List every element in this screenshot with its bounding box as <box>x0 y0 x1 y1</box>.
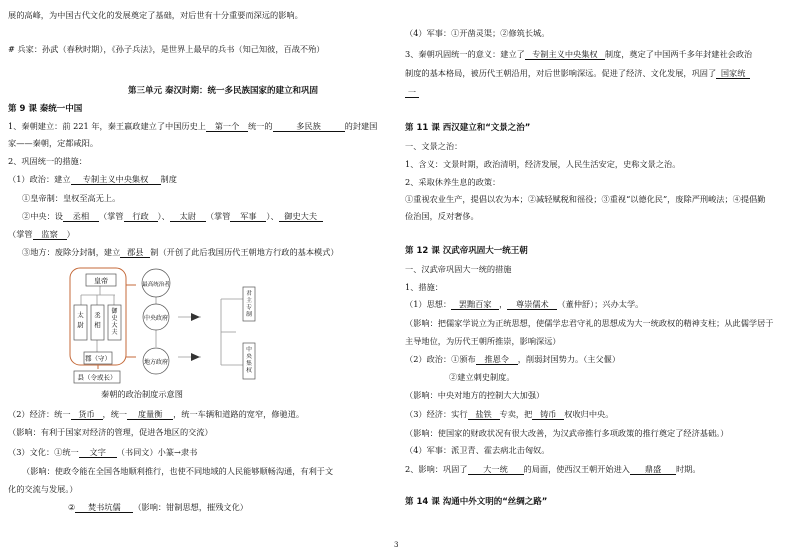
text-line: （影响：把儒家学说立为正统思想，使儒学忠君守礼的思想成为大一统政权的精神支柱；从此儒学居于 <box>405 318 774 328</box>
fill-blank: 尊崇儒术 <box>507 300 557 310</box>
text-line: （4）军事：①开凿灵渠；②修筑长城。 <box>405 28 550 38</box>
fill-blank: 军事 <box>230 212 266 222</box>
diagram-centralization: 中央集权 <box>246 347 252 374</box>
diagram-caption: 秦朝的政治制度示意图 <box>101 389 183 399</box>
text-line: 主导地位，为历代王朝所推崇，影响深远） <box>405 336 561 346</box>
diagram-taiwei: 太尉 <box>77 311 84 329</box>
text-line <box>405 88 419 98</box>
text-line: 2、影响：巩固了 大一统 的局面，使西汉王朝开始进入 鼎盛 时期。 <box>405 464 701 474</box>
text-line: （影响：中央对地方的控制大大加强） <box>405 390 545 400</box>
text-line: （掌管 监察 ） <box>8 229 75 239</box>
text-line: 俭治国，反对奢侈。 <box>405 211 479 221</box>
qin-political-system-diagram <box>66 265 276 387</box>
fill-blank: 太尉 <box>170 212 206 222</box>
text-line: ①皇帝制：皇权至高无上。 <box>22 193 121 203</box>
diagram-prefecture: 郡（守） <box>85 354 111 363</box>
text-line: 1、含义：文景时期，政治清明，经济发展，人民生活安定，史称文景之治。 <box>405 159 681 169</box>
text-line: 一、文景之治： <box>405 141 463 151</box>
text-line: （影响：有利于国家对经济的管理，促进各地区的交流） <box>8 427 213 437</box>
fill-blank: 铸币 <box>532 410 564 420</box>
text-line: 1、措施： <box>405 282 443 292</box>
diagram-yushi: 御史大夫 <box>111 308 118 336</box>
fill-blank: 多民族 <box>273 122 345 132</box>
text-line: 一、汉武帝巩固大一统的措施 <box>405 264 512 274</box>
fill-blank: 罢黜百家 <box>451 300 499 310</box>
diagram-emperor: 皇帝 <box>94 277 108 285</box>
text-line: （影响：使国家的财政状况有很大改善，为汉武帝推行多项政策的推行奠定了经济基础。） <box>405 428 729 438</box>
fill-blank: 第一个 <box>206 122 248 132</box>
text-line: ②建立刺史制度。 <box>449 372 515 382</box>
text-line: 1、秦朝建立：前 221 年，秦王嬴政建立了中国历史上 第一个 统一的 多民族 的封建国 <box>8 121 378 131</box>
fill-blank: 专制主义中央集权 <box>525 50 605 60</box>
text-line: 2、巩固统一的措施： <box>8 156 87 166</box>
text-line: 家——秦朝，定都咸阳。 <box>8 138 99 148</box>
fill-blank: 一 <box>405 88 419 98</box>
fill-blank: 大一统 <box>468 465 524 475</box>
diagram-county: 县（令或长） <box>77 373 117 382</box>
fill-blank: 监察 <box>33 230 67 240</box>
fill-blank: 度量衡 <box>127 410 173 420</box>
text-line: 3、秦朝巩固统一的意义：建立了 专制主义中央集权 制度，奠定了中国两千多年封建社会政治 <box>405 49 753 59</box>
fill-blank: 鼎盛 <box>630 465 676 475</box>
diagram-chengxiang: 丞相 <box>94 311 101 329</box>
text-line: （1）思想： 罢黜百家 ， 尊崇儒术 （董仲舒）；兴办太学。 <box>405 299 644 309</box>
fill-blank: 御史大夫 <box>279 212 323 222</box>
text-line: # 兵家：孙武（春秋时期），《孙子兵法》，是世界上最早的兵书（知己知彼，百战不殆） <box>8 44 325 54</box>
fill-blank: 盐铁 <box>468 410 500 420</box>
text-line: 2、采取休养生息的政策： <box>405 177 501 187</box>
text-line: ② 焚书坑儒 （影响：钳制思想，摧残文化） <box>68 502 248 512</box>
lesson-11-title: 第 11 课 西汉建立和“文景之治” <box>405 123 531 133</box>
text-line: （1）政治：建立 专制主义中央集权 制度 <box>8 174 177 184</box>
lesson-14-title: 第 14 课 沟通中外文明的“丝绸之路” <box>405 497 548 507</box>
fill-blank: 郡县 <box>120 248 150 258</box>
diagram-ruler: 最高统治者 <box>142 282 170 288</box>
text-line: （2）经济：统一 货币 ，统一 度量衡 ，统一车辆和道路的宽窄，修驰道。 <box>8 409 305 419</box>
fill-blank: 丞相 <box>63 212 99 222</box>
text-line: （影响：使政令能在全国各地顺利推行，也使不同地域的人民能够顺畅沟通，有利于文 <box>22 466 334 476</box>
diagram-power: 君主专制 <box>246 291 252 318</box>
fill-blank: 推恩令 <box>476 355 518 365</box>
diagram-local-gov: 地方政府 <box>143 359 169 366</box>
diagram-central-gov: 中央政府 <box>143 315 169 322</box>
text-line: （3）文化：①统一 文字 （书同文）小篆→隶书 <box>8 447 198 457</box>
text-line: ②中央：设 丞相 （掌管 行政 ）、 太尉 （掌管 军事 ）、 御史大夫 <box>22 212 323 222</box>
text-line: （4）军事：派卫青、霍去病北击匈奴。 <box>405 445 550 455</box>
text-line: 制度的基本格局，被历代王朝沿用，对后世影响深远。促进了经济、文化发展，巩固了 国家统 <box>405 69 750 79</box>
text-line: 展的高峰，为中国古代文化的发展奠定了基础，对后世有十分重要而深远的影响。 <box>8 10 303 20</box>
fill-blank: 文字 <box>79 448 117 458</box>
text-line: 化的交流与发展。） <box>8 484 78 494</box>
unit-title: 第三单元 秦汉时期：统一多民族国家的建立和巩固 <box>128 86 318 96</box>
fill-blank: 焚书坑儒 <box>75 503 133 513</box>
fill-blank: 国家统 <box>716 69 750 79</box>
text-line: ①重视农业生产，提倡以农为本；②减轻赋税和徭役；③重视“以德化民”，废除严刑峻法；④提倡勤 <box>405 194 766 204</box>
page-number: 3 <box>394 541 399 549</box>
fill-blank: 行政 <box>124 212 158 222</box>
text-line: （3）经济：实行 盐铁 专卖，把 铸币 权收归中央。 <box>405 409 614 419</box>
text-line: （2）政治：①颁布 推恩令 ，削弱封国势力。（主父偃） <box>405 354 621 364</box>
fill-blank: 专制主义中央集权 <box>71 175 161 185</box>
text-line: ③地方：废除分封制，建立 郡县 制（开创了此后我国历代王朝地方行政的基本模式） <box>22 247 339 257</box>
fill-blank: 货币 <box>71 410 103 420</box>
lesson-12-title: 第 12 课 汉武帝巩固大一统王朝 <box>405 246 528 256</box>
lesson-9-title: 第 9 课 秦统一中国 <box>8 104 83 114</box>
